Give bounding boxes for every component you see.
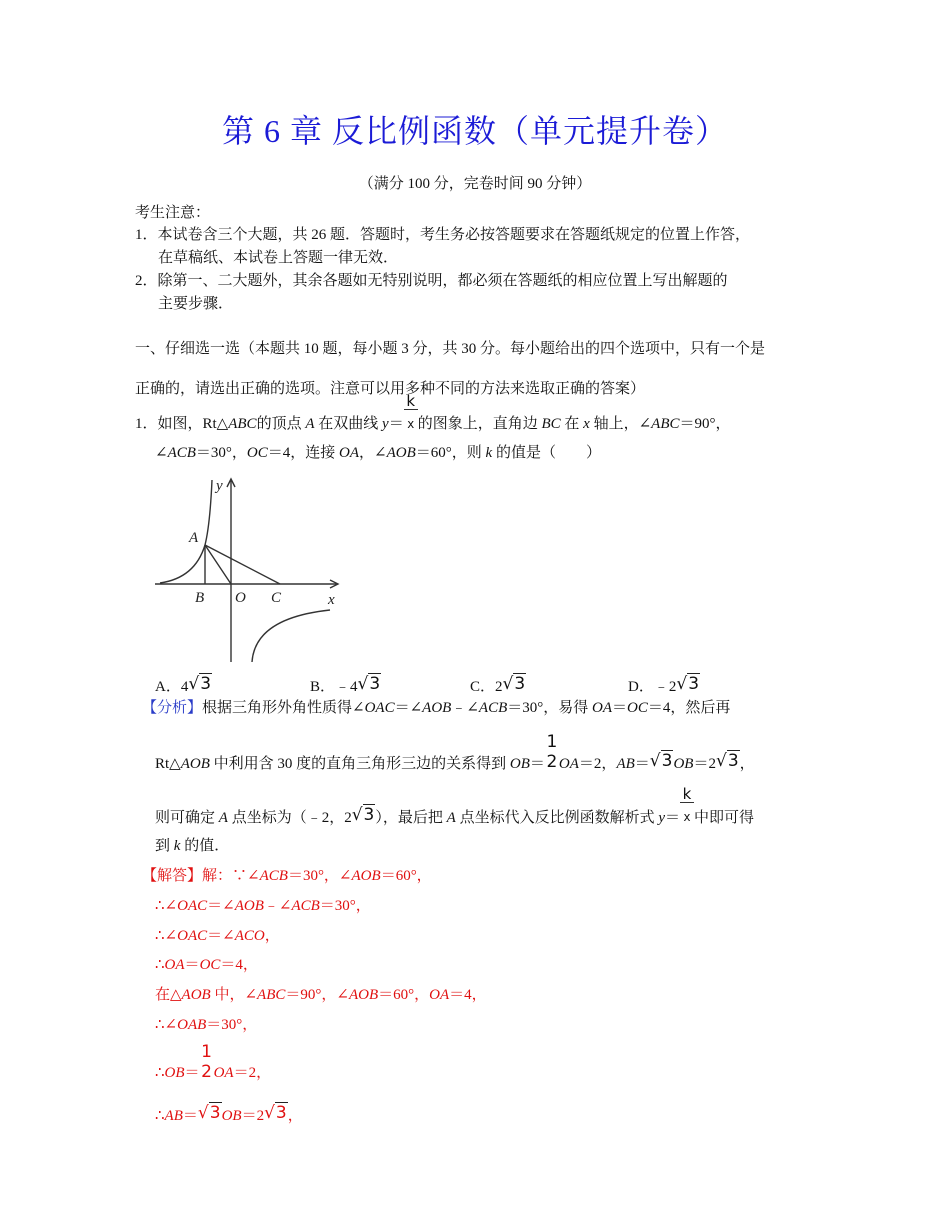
option-label: B．	[310, 679, 336, 695]
fraction	[545, 732, 559, 773]
text-run: ∴∠	[155, 928, 178, 944]
math-variable: OB	[509, 756, 530, 772]
text-run: ∴	[155, 1108, 165, 1124]
text-run: 的值是（ ）	[492, 445, 601, 461]
notice-text: 除第一、二大题外，其余各题如无特别说明，都必须在答题纸的相应位置上写出解题的	[157, 273, 728, 289]
math-variable: ACB	[478, 700, 508, 716]
math-variable: ACB	[259, 868, 288, 884]
text-run: ∠	[155, 445, 168, 461]
math-variable: OAC	[177, 898, 208, 914]
radical-sign-icon: √	[264, 1103, 275, 1123]
radicand: 3	[200, 674, 212, 694]
math-variable: k	[173, 838, 181, 854]
math-variable: ACO	[234, 928, 265, 944]
answer-option	[155, 676, 212, 697]
radical-sign-icon: √	[197, 1103, 209, 1123]
option-label: D．	[628, 679, 654, 695]
fraction-numerator: 1	[546, 732, 558, 752]
math-variable: x	[583, 416, 590, 432]
text-line	[155, 1015, 257, 1035]
text-line	[155, 896, 371, 916]
answer-option	[310, 676, 381, 697]
page-title: 第 6 章 反比例函数（单元提升卷）	[221, 113, 728, 149]
text-run: 根据三角形外角性质得∠	[202, 700, 365, 716]
math-variable: BC	[541, 416, 561, 432]
fraction	[680, 785, 694, 827]
text-run: ＝90°，	[679, 416, 731, 432]
radicand: 3	[661, 751, 673, 771]
text-run: 则可确定	[155, 810, 219, 826]
text-run: ，	[287, 1108, 303, 1124]
text-run: ＝	[612, 700, 628, 716]
radicand: 3	[275, 1103, 287, 1123]
text-run: ，	[739, 756, 755, 772]
section-tag: 【解答】	[142, 868, 203, 884]
text-run: ＝	[529, 756, 545, 772]
text-line	[155, 955, 258, 975]
fraction-denominator: 2	[546, 752, 558, 772]
text-line	[142, 866, 432, 886]
text-run: ＝∠	[394, 700, 423, 716]
math-variable: y	[658, 810, 665, 826]
notice-item-2	[135, 271, 728, 291]
segment-AO	[205, 545, 231, 584]
fraction-numerator: k	[680, 786, 694, 803]
option-coefficient: 4	[180, 679, 189, 695]
fraction-numerator: k	[404, 393, 418, 410]
answer-option	[628, 676, 700, 697]
fraction	[200, 1042, 214, 1083]
text-run: ﹣∠	[263, 898, 292, 914]
text-run: ﹣∠	[451, 700, 479, 716]
text-run: ＝∠	[207, 928, 235, 944]
fraction-denominator: x	[407, 417, 415, 431]
text-run: ，	[264, 928, 280, 944]
notice-item-1	[135, 225, 750, 245]
text-run: ＝4，连接	[267, 445, 340, 461]
radicand: 3	[363, 805, 375, 825]
notice-item-1-cont: 在草稿纸、本试卷上答题一律无效．	[158, 250, 399, 266]
text-run: 中利用含 30 度的直角三角形三边的关系得到	[209, 756, 510, 772]
sqrt-expression	[352, 805, 376, 825]
hyperbola-branch-left	[160, 480, 212, 583]
math-variable: OA	[558, 756, 579, 772]
notice-text: 本试卷含三个大题，共 26 题．答题时，考生务必按答题要求在答题纸规定的位置上作答，	[157, 227, 751, 243]
section-tag: 【分析】	[142, 700, 203, 716]
radical-sign-icon: √	[649, 751, 661, 771]
answer-option	[470, 676, 526, 697]
math-variable: OC	[627, 700, 648, 716]
text-run: 在	[560, 416, 584, 432]
text-line	[135, 392, 731, 434]
text-run: ＝	[634, 756, 650, 772]
fraction-numerator: 1	[201, 1042, 212, 1062]
text-run: ＝90°，∠	[285, 987, 349, 1003]
radicand: 3	[727, 751, 739, 771]
math-variable: k	[485, 445, 493, 461]
text-run: Rt△	[155, 756, 181, 772]
text-run: 中，∠	[210, 987, 258, 1003]
radicand: 3	[209, 1103, 221, 1123]
math-variable: OC	[246, 445, 268, 461]
radical-sign-icon: √	[676, 674, 688, 694]
text-run: 的顶点	[256, 416, 306, 432]
text-run: ＝2，	[233, 1065, 272, 1081]
text-line	[155, 926, 280, 946]
text-run: ＝4，	[220, 957, 258, 973]
text-run: 点坐标为（﹣2，2	[227, 810, 352, 826]
text-run: ∴∠	[155, 1017, 178, 1033]
radicand: 3	[514, 674, 526, 694]
fraction	[404, 392, 418, 434]
sqrt-expression	[650, 751, 674, 771]
radicand: 3	[369, 674, 381, 694]
math-variable: AOB	[234, 898, 264, 914]
math-variable: AOB	[351, 868, 381, 884]
text-run: 的值．	[180, 838, 230, 854]
label-O: O	[235, 590, 246, 606]
section-heading: 一、仔细选一选（本题共 10 题，每小题 3 分，共 30 分。每小题给出的四个选项中，只有一个是	[135, 341, 766, 357]
math-variable: A	[218, 810, 228, 826]
text-run: ＝60°，	[380, 868, 432, 884]
math-variable: ACB	[291, 898, 320, 914]
fraction-denominator: x	[683, 810, 691, 824]
sqrt-expression	[716, 751, 740, 771]
text-run: 在△	[155, 987, 182, 1003]
math-variable: AB	[616, 756, 635, 772]
question-figure	[145, 472, 345, 667]
text-line	[155, 732, 755, 773]
notice-num: 2．	[135, 273, 158, 289]
math-variable: A	[446, 810, 456, 826]
text-run: 1．如图，Rt△	[135, 416, 229, 432]
sqrt-expression	[676, 674, 700, 694]
text-run: 中即可得	[694, 810, 755, 826]
math-variable: ABC	[257, 987, 286, 1003]
math-variable: A	[305, 416, 315, 432]
fraction-denominator: 2	[201, 1062, 212, 1082]
label-y: y	[216, 478, 223, 494]
sqrt-expression	[264, 1103, 288, 1123]
option-label: C．	[470, 679, 496, 695]
math-variable: OA	[592, 700, 613, 716]
math-variable: AOB	[422, 700, 452, 716]
math-variable: OAC	[364, 700, 395, 716]
hyperbola-branch-right	[252, 610, 330, 662]
text-run: ＝	[184, 1065, 200, 1081]
text-run: ＝	[182, 1108, 198, 1124]
text-run: ＝4，	[449, 987, 487, 1003]
text-run: ＝30°，	[195, 445, 247, 461]
segment-AC	[205, 545, 280, 584]
text-run: ＝30°，	[319, 898, 371, 914]
math-variable: ABC	[228, 416, 257, 432]
sqrt-expression	[358, 674, 382, 694]
text-line	[142, 698, 730, 718]
option-coefficient: ﹣2	[653, 679, 677, 695]
text-run: ＝	[184, 957, 200, 973]
text-run: ＝2，	[578, 756, 617, 772]
text-run: 解：∵∠	[202, 868, 260, 884]
text-run: ＝2	[241, 1108, 265, 1124]
text-run: ＝	[388, 416, 404, 432]
text-line	[155, 443, 601, 463]
notice-item-2-cont: 主要步骤．	[158, 296, 234, 312]
math-variable: AB	[164, 1108, 183, 1124]
option-coefficient: 2	[495, 679, 503, 695]
radical-sign-icon: √	[188, 674, 200, 694]
text-run: ∴	[155, 957, 165, 973]
math-variable: AOB	[180, 756, 210, 772]
text-line	[155, 1105, 303, 1125]
text-run: 在双曲线	[314, 416, 383, 432]
option-coefficient: ﹣4	[335, 679, 358, 695]
text-run: 轴上，∠	[589, 416, 652, 432]
radical-sign-icon: √	[715, 751, 727, 771]
label-C: C	[271, 590, 282, 606]
text-run: ∴∠	[155, 898, 178, 914]
text-run: ），最后把	[375, 810, 447, 826]
text-run: ＝	[665, 810, 681, 826]
math-variable: OB	[673, 756, 694, 772]
radical-sign-icon: √	[357, 674, 369, 694]
sqrt-expression	[503, 674, 527, 694]
text-line	[155, 785, 755, 827]
option-label: A．	[155, 679, 181, 695]
math-variable: ACB	[167, 445, 196, 461]
radicand: 3	[688, 674, 700, 694]
notice-heading: 考生注意：	[135, 205, 211, 221]
text-run: ＝2	[693, 756, 716, 772]
text-run: ，∠	[359, 445, 387, 461]
text-run: ∴	[155, 1065, 165, 1081]
math-variable: OA	[429, 987, 450, 1003]
math-variable: OB	[164, 1065, 185, 1081]
text-run: ＝30°，∠	[287, 868, 352, 884]
math-variable: OA	[339, 445, 360, 461]
text-run: ＝30°，易得	[507, 700, 593, 716]
text-run: 的图象上，直角边	[417, 416, 542, 432]
text-run: 点坐标代入反比例函数解析式	[455, 810, 659, 826]
text-run: ＝60°，则	[415, 445, 486, 461]
radical-sign-icon: √	[351, 805, 363, 825]
text-line	[155, 1042, 272, 1083]
text-line	[155, 836, 229, 856]
math-variable: OC	[199, 957, 221, 973]
math-variable: OA	[164, 957, 185, 973]
math-variable: OAC	[177, 928, 208, 944]
label-B: B	[195, 590, 205, 606]
math-variable: AOB	[348, 987, 379, 1003]
math-variable: OB	[221, 1108, 242, 1124]
math-variable: AOB	[386, 445, 416, 461]
notice-num: 1．	[135, 227, 158, 243]
text-run: ＝∠	[207, 898, 235, 914]
text-run: 到	[155, 838, 174, 854]
math-variable: AOB	[181, 987, 211, 1003]
text-line	[155, 985, 487, 1005]
radical-sign-icon: √	[502, 674, 514, 694]
text-run: ＝4，然后再	[647, 700, 731, 716]
text-run: ＝60°，	[378, 987, 430, 1003]
subtitle: （满分 100 分，完卷时间 90 分钟）	[358, 176, 592, 192]
math-variable: ABC	[651, 416, 680, 432]
label-A: A	[189, 530, 199, 546]
math-variable: OAB	[177, 1017, 207, 1033]
sqrt-expression	[188, 674, 212, 694]
text-run: ＝30°，	[206, 1017, 258, 1033]
math-variable: y	[382, 416, 389, 432]
label-x: x	[328, 592, 335, 608]
sqrt-expression	[198, 1103, 222, 1123]
math-variable: OA	[213, 1065, 234, 1081]
section-heading-cont: 正确的，请选出正确的选项。注意可以用多种不同的方法来选取正确的答案）	[135, 381, 646, 397]
